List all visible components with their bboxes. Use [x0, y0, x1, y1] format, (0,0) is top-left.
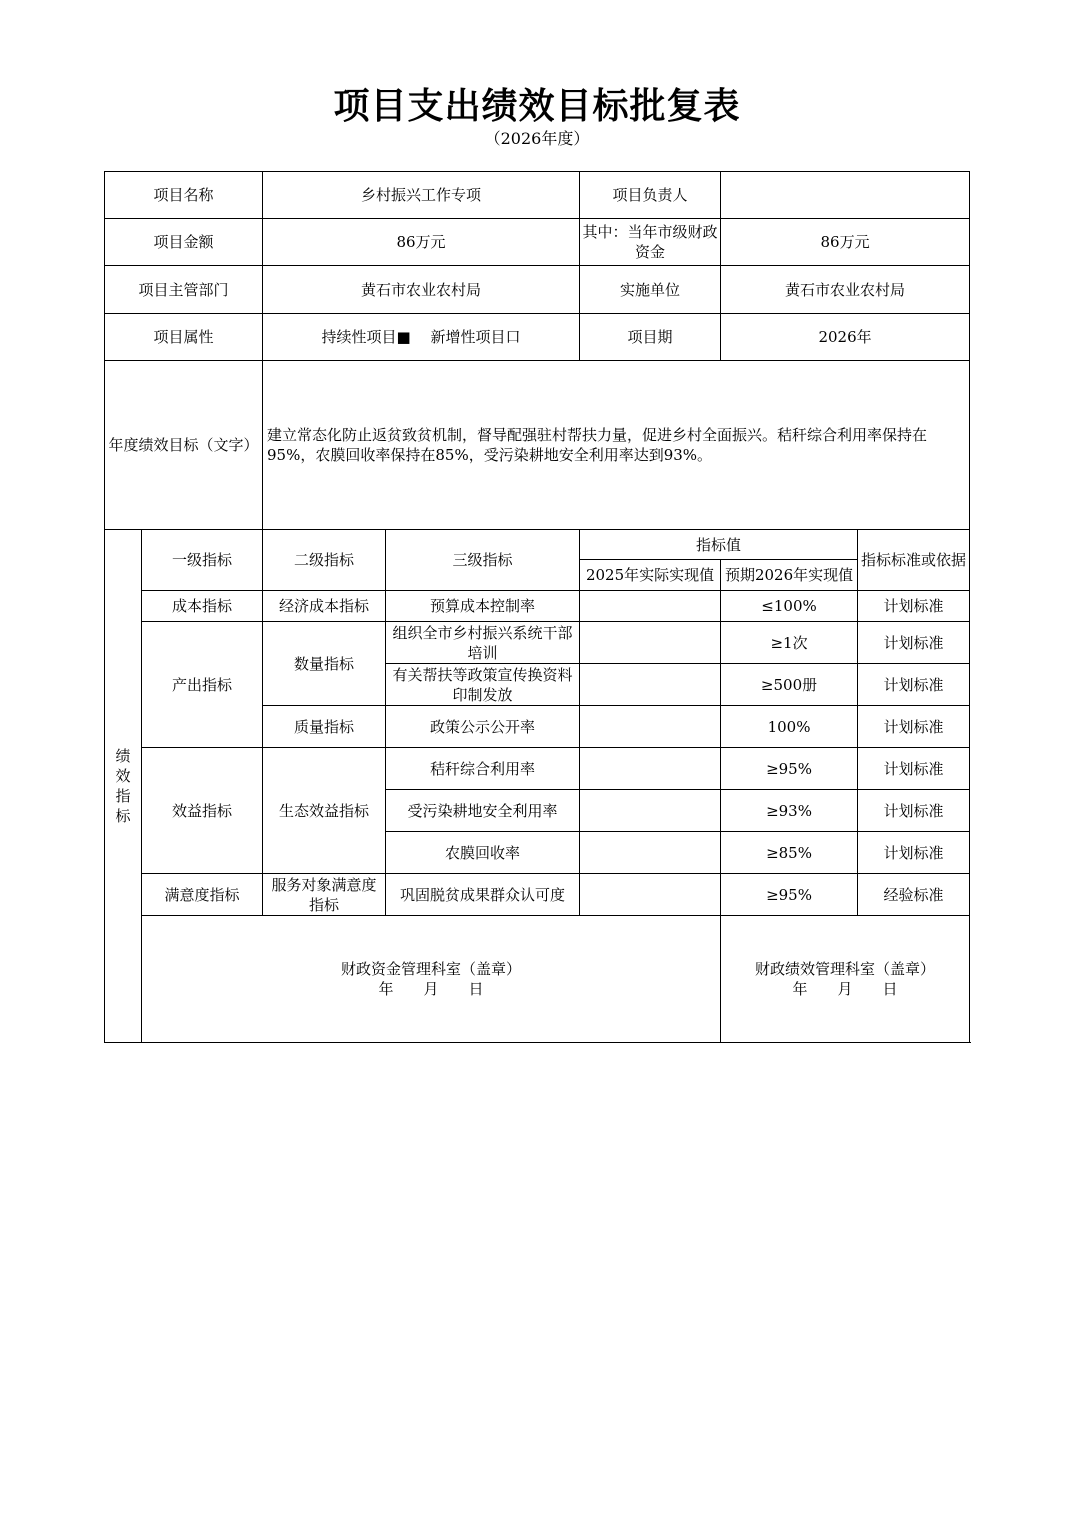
owner-label: 项目负责人 [580, 172, 721, 219]
header-value: 指标值 [580, 530, 858, 560]
row-attr [105, 314, 970, 361]
actual-value [580, 591, 721, 622]
level2-economic-cost: 经济成本指标 [263, 591, 386, 622]
level2-quality: 质量指标 [263, 706, 386, 748]
project-name-value: 乡村振兴工作专项 [263, 172, 580, 219]
basis-value: 计划标准 [858, 748, 970, 790]
level1-output: 产出指标 [142, 622, 263, 748]
expected-value: ≥95% [721, 874, 858, 916]
attr-value: 持续性项目■ 新增性项目口 [263, 314, 580, 361]
level2-ecological: 生态效益指标 [263, 748, 386, 874]
expected-value: 100% [721, 706, 858, 748]
performance-office-name: 财政绩效管理科室（盖章） [755, 960, 936, 978]
level3-film: 农膜回收率 [386, 832, 580, 874]
period-label: 项目期 [580, 314, 721, 361]
signature-row [105, 916, 970, 1043]
page-title: 项目支出绩效目标批复表 [333, 85, 741, 127]
header-basis: 指标标准或依据 [858, 530, 970, 591]
basis-value: 计划标准 [858, 790, 970, 832]
level2-service-satisfaction: 服务对象满意度指标 [263, 874, 386, 916]
signature-performance-office [721, 916, 970, 1043]
approval-table [104, 171, 970, 1043]
actual-value [580, 622, 721, 664]
level2-quantity: 数量指标 [263, 622, 386, 706]
level1-satisfaction: 满意度指标 [142, 874, 263, 916]
actual-value [580, 874, 721, 916]
indicator-row [105, 874, 970, 916]
project-name-label: 项目名称 [105, 172, 263, 219]
row-amount [105, 219, 970, 266]
indicator-row [105, 591, 970, 622]
side-label-performance [105, 530, 142, 1043]
city-fund-label: 其中：当年市级财政资金 [580, 219, 721, 266]
basis-value: 计划标准 [858, 591, 970, 622]
expected-value: ≥95% [721, 748, 858, 790]
row-dept [105, 266, 970, 314]
impl-label: 实施单位 [580, 266, 721, 314]
period-value: 2026年 [721, 314, 970, 361]
attr-label: 项目属性 [105, 314, 263, 361]
actual-value [580, 748, 721, 790]
performance-office-date: 年 月 日 [792, 980, 898, 998]
signature-fund-office [142, 916, 721, 1043]
expected-value: ≥500册 [721, 664, 858, 706]
level1-benefit: 效益指标 [142, 748, 263, 874]
goal-label: 年度绩效目标（文字） [105, 361, 263, 530]
page-subtitle: （2026年度） [484, 129, 590, 148]
amount-label: 项目金额 [105, 219, 263, 266]
basis-value: 计划标准 [858, 622, 970, 664]
expected-value: ≤100% [721, 591, 858, 622]
header-level3: 三级指标 [386, 530, 580, 591]
fund-office-name: 财政资金管理科室（盖章） [341, 960, 522, 978]
level3-materials: 有关帮扶等政策宣传换资料印制发放 [386, 664, 580, 706]
basis-value: 计划标准 [858, 664, 970, 706]
fund-office-date: 年 月 日 [378, 980, 484, 998]
actual-value [580, 832, 721, 874]
city-fund-value: 86万元 [721, 219, 970, 266]
side-label-text: 绩效指标 [115, 747, 131, 825]
basis-value: 经验标准 [858, 874, 970, 916]
actual-value [580, 706, 721, 748]
amount-value: 86万元 [263, 219, 580, 266]
basis-value: 计划标准 [858, 832, 970, 874]
header-level1: 一级指标 [142, 530, 263, 591]
indicator-row [105, 622, 970, 664]
level3-budget-control: 预算成本控制率 [386, 591, 580, 622]
expected-value: ≥1次 [721, 622, 858, 664]
header-actual-2025: 2025年实际实现值 [580, 560, 721, 591]
level1-cost: 成本指标 [142, 591, 263, 622]
actual-value [580, 790, 721, 832]
level3-straw: 秸秆综合利用率 [386, 748, 580, 790]
row-project-name [105, 172, 970, 219]
basis-value: 计划标准 [858, 706, 970, 748]
indicator-header-row-1 [105, 530, 970, 560]
header-expected-2026: 预期2026年实现值 [721, 560, 858, 591]
expected-value: ≥85% [721, 832, 858, 874]
owner-value [721, 172, 970, 219]
dept-label: 项目主管部门 [105, 266, 263, 314]
level3-recognition: 巩固脱贫成果群众认可度 [386, 874, 580, 916]
actual-value [580, 664, 721, 706]
row-goal [105, 361, 970, 530]
goal-text: 建立常态化防止返贫致贫机制，督导配强驻村帮扶力量，促进乡村全面振兴。秸秆综合利用率保持在95%，农膜回收率保持在85%，受污染耕地安全利用率达到93%。 [263, 361, 970, 530]
indicator-row [105, 748, 970, 790]
level3-training: 组织全市乡村振兴系统干部培训 [386, 622, 580, 664]
level3-farmland: 受污染耕地安全利用率 [386, 790, 580, 832]
header-level2: 二级指标 [263, 530, 386, 591]
level3-disclosure: 政策公示公开率 [386, 706, 580, 748]
expected-value: ≥93% [721, 790, 858, 832]
dept-value: 黄石市农业农村局 [263, 266, 580, 314]
impl-value: 黄石市农业农村局 [721, 266, 970, 314]
